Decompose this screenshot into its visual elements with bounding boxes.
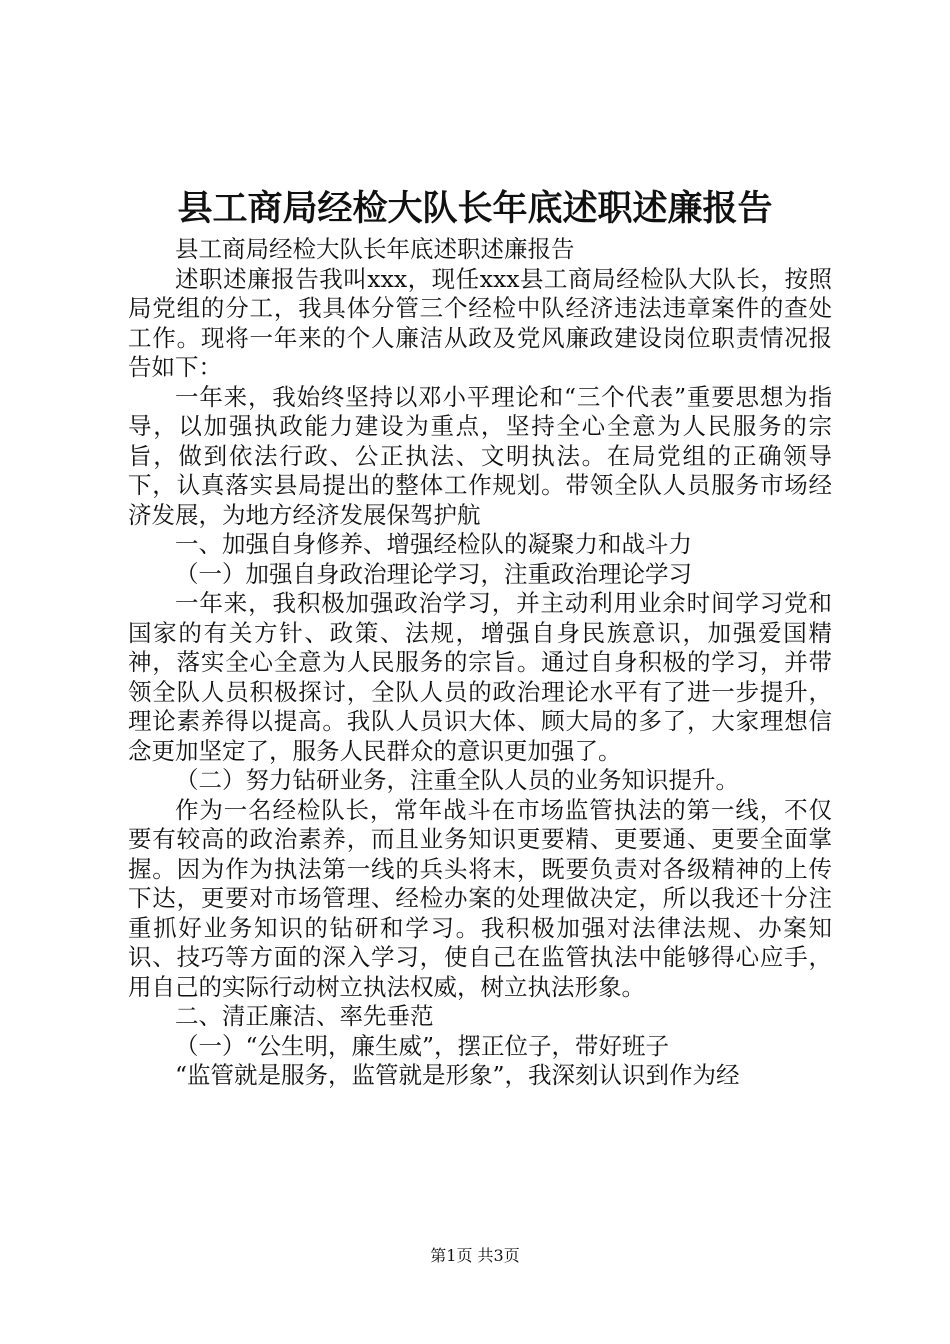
paragraph: 县工商局经检大队长年底述职述廉报告: [175, 235, 575, 263]
subsection-heading: （二）努力钻研业务，注重全队人员的业务知识提升。: [175, 766, 739, 794]
page-footer: 第1页 共3页: [430, 1246, 520, 1265]
section-heading: 一、加强自身修养、增强经检队的凝聚力和战斗力: [175, 530, 692, 558]
paragraph: 一年来，我始终坚持以邓小平理论和“三个代表”重要思想为指导，以加强执政能力建设为重点，坚持全心全意为人民服务的宗旨，做到依法行政、公正执法、文明执法。在局党组的正确领导下，认真落实县局提出的整体工作规划。带领全队人员服务市场经济发展，为地方经济发展保驾护航: [128, 382, 832, 529]
paragraph: 一年来，我积极加强政治学习，并主动利用业余时间学习党和国家的有关方针、政策、法规，增强自身民族意识，加强爱国精神，落实全心全意为人民服务的宗旨。通过自身积极的学习，并带领全队人员积极探讨，全队人员的政治理论水平有了进一步提升，理论素养得以提高。我队人员识大体、顾大局的多了，大家理想信念更加坚定了，服务人民群众的意识更加强了。: [128, 589, 832, 765]
document-body: [128, 235, 832, 1091]
section-heading: 二、清正廉洁、率先垂范: [175, 1002, 434, 1030]
subsection-heading: （一）“公生明，廉生威”，摆正位子，带好班子: [175, 1031, 670, 1060]
document-title: 县工商局经检大队长年底述职述廉报告: [177, 188, 773, 229]
subsection-heading: （一）加强自身政治理论学习，注重政治理论学习: [175, 559, 692, 588]
paragraph: 作为一名经检队长，常年战斗在市场监管执法的第一线，不仅要有较高的政治素养，而且业务知识更要精、更要通、更要全面掌握。因为作为执法第一线的兵头将末，既要负责对各级精神的上传下达，更要对市场管理、经检办案的处理做决定，所以我还十分注重抓好业务知识的钻研和学习。我积极加强对法律法规、办案知识、技巧等方面的深入学习，使自己在监管执法中能够得心应手，用自己的实际行动树立执法权威，树立执法形象。: [128, 795, 832, 1001]
paragraph: 述职述廉报告我叫xxx，现任xxx县工商局经检队大队长，按照局党组的分工，我具体分管三个经检中队经济违法违章案件的查处工作。现将一年来的个人廉洁从政及党风廉政建设岗位职责情况报告如下：: [128, 264, 832, 381]
paragraph: “监管就是服务，监管就是形象”，我深刻认识到作为经: [175, 1061, 740, 1089]
